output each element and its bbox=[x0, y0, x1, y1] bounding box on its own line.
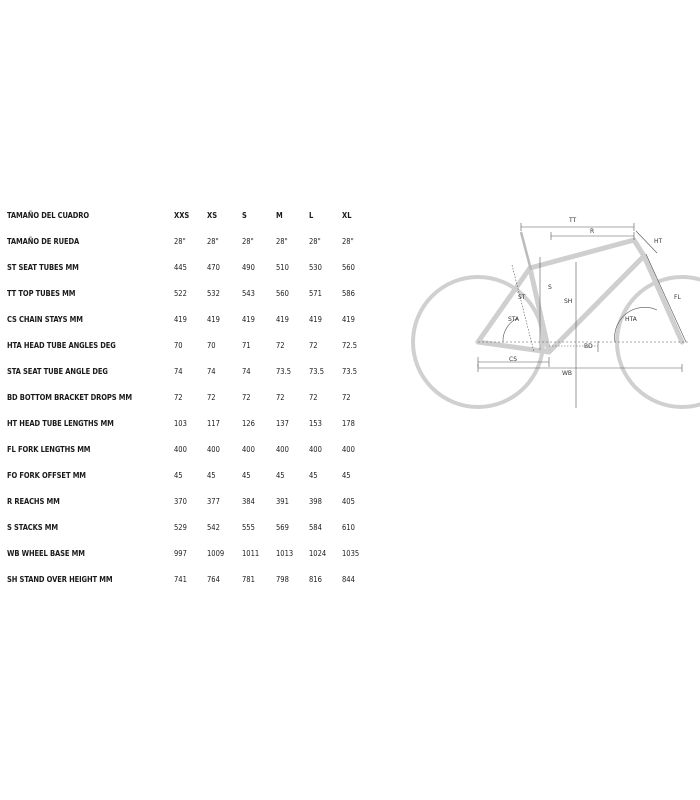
table-cell: 72 bbox=[309, 393, 318, 402]
table-cell: 70 bbox=[174, 341, 183, 350]
bike-geometry-diagram bbox=[405, 205, 700, 420]
table-cell: 72 bbox=[207, 393, 216, 402]
table-cell: 72 bbox=[242, 393, 251, 402]
table-cell: 391 bbox=[276, 497, 289, 506]
label-st: ST bbox=[518, 294, 526, 301]
table-cell: 74 bbox=[174, 367, 183, 376]
table-cell: 45 bbox=[174, 471, 183, 480]
table-cell: 798 bbox=[276, 575, 289, 584]
table-cell: 72.5 bbox=[342, 341, 358, 350]
table-cell: 555 bbox=[242, 523, 255, 532]
table-row bbox=[0, 336, 400, 356]
table-cell: 781 bbox=[242, 575, 255, 584]
table-cell: 178 bbox=[342, 419, 355, 428]
table-cell: 844 bbox=[342, 575, 355, 584]
size-header: S bbox=[242, 211, 247, 220]
table-cell: 543 bbox=[242, 289, 255, 298]
table-row bbox=[0, 440, 400, 460]
table-cell: 70 bbox=[207, 341, 216, 350]
label-s: S bbox=[548, 284, 552, 291]
table-cell: 74 bbox=[207, 367, 216, 376]
table-row bbox=[0, 570, 400, 590]
table-cell: 816 bbox=[309, 575, 322, 584]
table-cell: 532 bbox=[207, 289, 220, 298]
row-label: STA SEAT TUBE ANGLE DEG bbox=[7, 367, 108, 376]
row-label: ST SEAT TUBES MM bbox=[7, 263, 79, 272]
table-cell: 28" bbox=[242, 237, 254, 246]
row-label: CS CHAIN STAYS MM bbox=[7, 315, 83, 324]
row-label: BD BOTTOM BRACKET DROPS MM bbox=[7, 393, 132, 402]
table-cell: 28" bbox=[342, 237, 354, 246]
table-cell: 419 bbox=[242, 315, 255, 324]
table-cell: 74 bbox=[242, 367, 251, 376]
table-row bbox=[0, 284, 400, 304]
table-cell: 400 bbox=[242, 445, 255, 454]
label-sta: STA bbox=[508, 316, 520, 323]
table-row bbox=[0, 362, 400, 382]
row-label: S STACKS MM bbox=[7, 523, 59, 532]
table-cell: 126 bbox=[242, 419, 255, 428]
table-cell: 490 bbox=[242, 263, 255, 272]
row-label: HT HEAD TUBE LENGTHS MM bbox=[7, 419, 114, 428]
table-cell: 522 bbox=[174, 289, 187, 298]
row-label: TAMAÑO DE RUEDA bbox=[7, 237, 80, 246]
label-cs: CS bbox=[509, 356, 517, 363]
bike-frame bbox=[478, 240, 682, 352]
table-cell: 530 bbox=[309, 263, 322, 272]
table-row bbox=[0, 388, 400, 408]
table-cell: 419 bbox=[276, 315, 289, 324]
table-cell: 45 bbox=[207, 471, 216, 480]
table-cell: 153 bbox=[309, 419, 322, 428]
table-cell: 72 bbox=[342, 393, 351, 402]
table-cell: 1011 bbox=[242, 549, 260, 558]
table-cell: 1009 bbox=[207, 549, 225, 558]
table-cell: 117 bbox=[207, 419, 220, 428]
table-cell: 103 bbox=[174, 419, 187, 428]
table-cell: 584 bbox=[309, 523, 322, 532]
row-label: SH STAND OVER HEIGHT MM bbox=[7, 575, 113, 584]
row-label: HTA HEAD TUBE ANGLES DEG bbox=[7, 341, 116, 350]
table-row bbox=[0, 466, 400, 486]
table-row bbox=[0, 414, 400, 434]
table-row bbox=[0, 544, 400, 564]
size-header: XXS bbox=[174, 211, 190, 220]
header-label: TAMAÑO DEL CUADRO bbox=[7, 211, 90, 220]
table-cell: 445 bbox=[174, 263, 187, 272]
table-cell: 529 bbox=[174, 523, 187, 532]
table-cell: 73.5 bbox=[276, 367, 292, 376]
table-cell: 400 bbox=[309, 445, 322, 454]
table-cell: 419 bbox=[174, 315, 187, 324]
table-cell: 398 bbox=[309, 497, 322, 506]
size-header: XS bbox=[207, 211, 218, 220]
label-wb: WB bbox=[562, 370, 573, 377]
table-cell: 741 bbox=[174, 575, 187, 584]
table-cell: 137 bbox=[276, 419, 289, 428]
table-cell: 400 bbox=[207, 445, 220, 454]
table-cell: 73.5 bbox=[309, 367, 325, 376]
table-cell: 73.5 bbox=[342, 367, 358, 376]
table-cell: 72 bbox=[276, 393, 285, 402]
table-cell: 28" bbox=[207, 237, 219, 246]
table-cell: 370 bbox=[174, 497, 187, 506]
table-cell: 610 bbox=[342, 523, 355, 532]
table-cell: 510 bbox=[276, 263, 289, 272]
table-row bbox=[0, 232, 400, 252]
table-cell: 997 bbox=[174, 549, 187, 558]
table-cell: 419 bbox=[207, 315, 220, 324]
label-fl: FL bbox=[674, 294, 681, 301]
size-header: XL bbox=[342, 211, 352, 220]
table-cell: 571 bbox=[309, 289, 322, 298]
table-cell: 586 bbox=[342, 289, 355, 298]
row-label: FO FORK OFFSET MM bbox=[7, 471, 86, 480]
table-cell: 28" bbox=[309, 237, 321, 246]
row-label: FL FORK LENGTHS MM bbox=[7, 445, 91, 454]
table-cell: 569 bbox=[276, 523, 289, 532]
table-row bbox=[0, 310, 400, 330]
table-cell: 45 bbox=[342, 471, 351, 480]
table-cell: 419 bbox=[342, 315, 355, 324]
table-cell: 45 bbox=[242, 471, 251, 480]
size-header: L bbox=[309, 211, 314, 220]
label-tt: TT bbox=[569, 217, 577, 224]
table-cell: 542 bbox=[207, 523, 220, 532]
row-label: WB WHEEL BASE MM bbox=[7, 549, 85, 558]
table-cell: 560 bbox=[342, 263, 355, 272]
table-cell: 400 bbox=[276, 445, 289, 454]
label-bd: BD bbox=[584, 343, 593, 350]
table-cell: 45 bbox=[276, 471, 285, 480]
table-cell: 28" bbox=[174, 237, 186, 246]
label-hta: HTA bbox=[625, 316, 637, 323]
table-cell: 384 bbox=[242, 497, 255, 506]
table-cell: 400 bbox=[342, 445, 355, 454]
table-row bbox=[0, 518, 400, 538]
label-r: R bbox=[590, 228, 595, 235]
row-label: R REACHS MM bbox=[7, 497, 60, 506]
table-cell: 72 bbox=[309, 341, 318, 350]
table-cell: 470 bbox=[207, 263, 220, 272]
seatpost bbox=[521, 232, 531, 270]
table-cell: 1035 bbox=[342, 549, 360, 558]
row-label: TT TOP TUBES MM bbox=[7, 289, 76, 298]
label-sh: SH bbox=[564, 298, 573, 305]
table-row bbox=[0, 492, 400, 512]
table-cell: 71 bbox=[242, 341, 251, 350]
table-cell: 560 bbox=[276, 289, 289, 298]
table-cell: 764 bbox=[207, 575, 220, 584]
table-cell: 377 bbox=[207, 497, 220, 506]
table-row bbox=[0, 258, 400, 278]
label-ht: HT bbox=[654, 238, 663, 245]
table-cell: 45 bbox=[309, 471, 318, 480]
table-header-row bbox=[0, 206, 400, 226]
size-header: M bbox=[276, 211, 283, 220]
table-cell: 419 bbox=[309, 315, 322, 324]
table-cell: 72 bbox=[174, 393, 183, 402]
table-cell: 28" bbox=[276, 237, 288, 246]
table-cell: 1013 bbox=[276, 549, 294, 558]
table-cell: 1024 bbox=[309, 549, 327, 558]
table-cell: 72 bbox=[276, 341, 285, 350]
table-cell: 400 bbox=[174, 445, 187, 454]
table-cell: 405 bbox=[342, 497, 355, 506]
